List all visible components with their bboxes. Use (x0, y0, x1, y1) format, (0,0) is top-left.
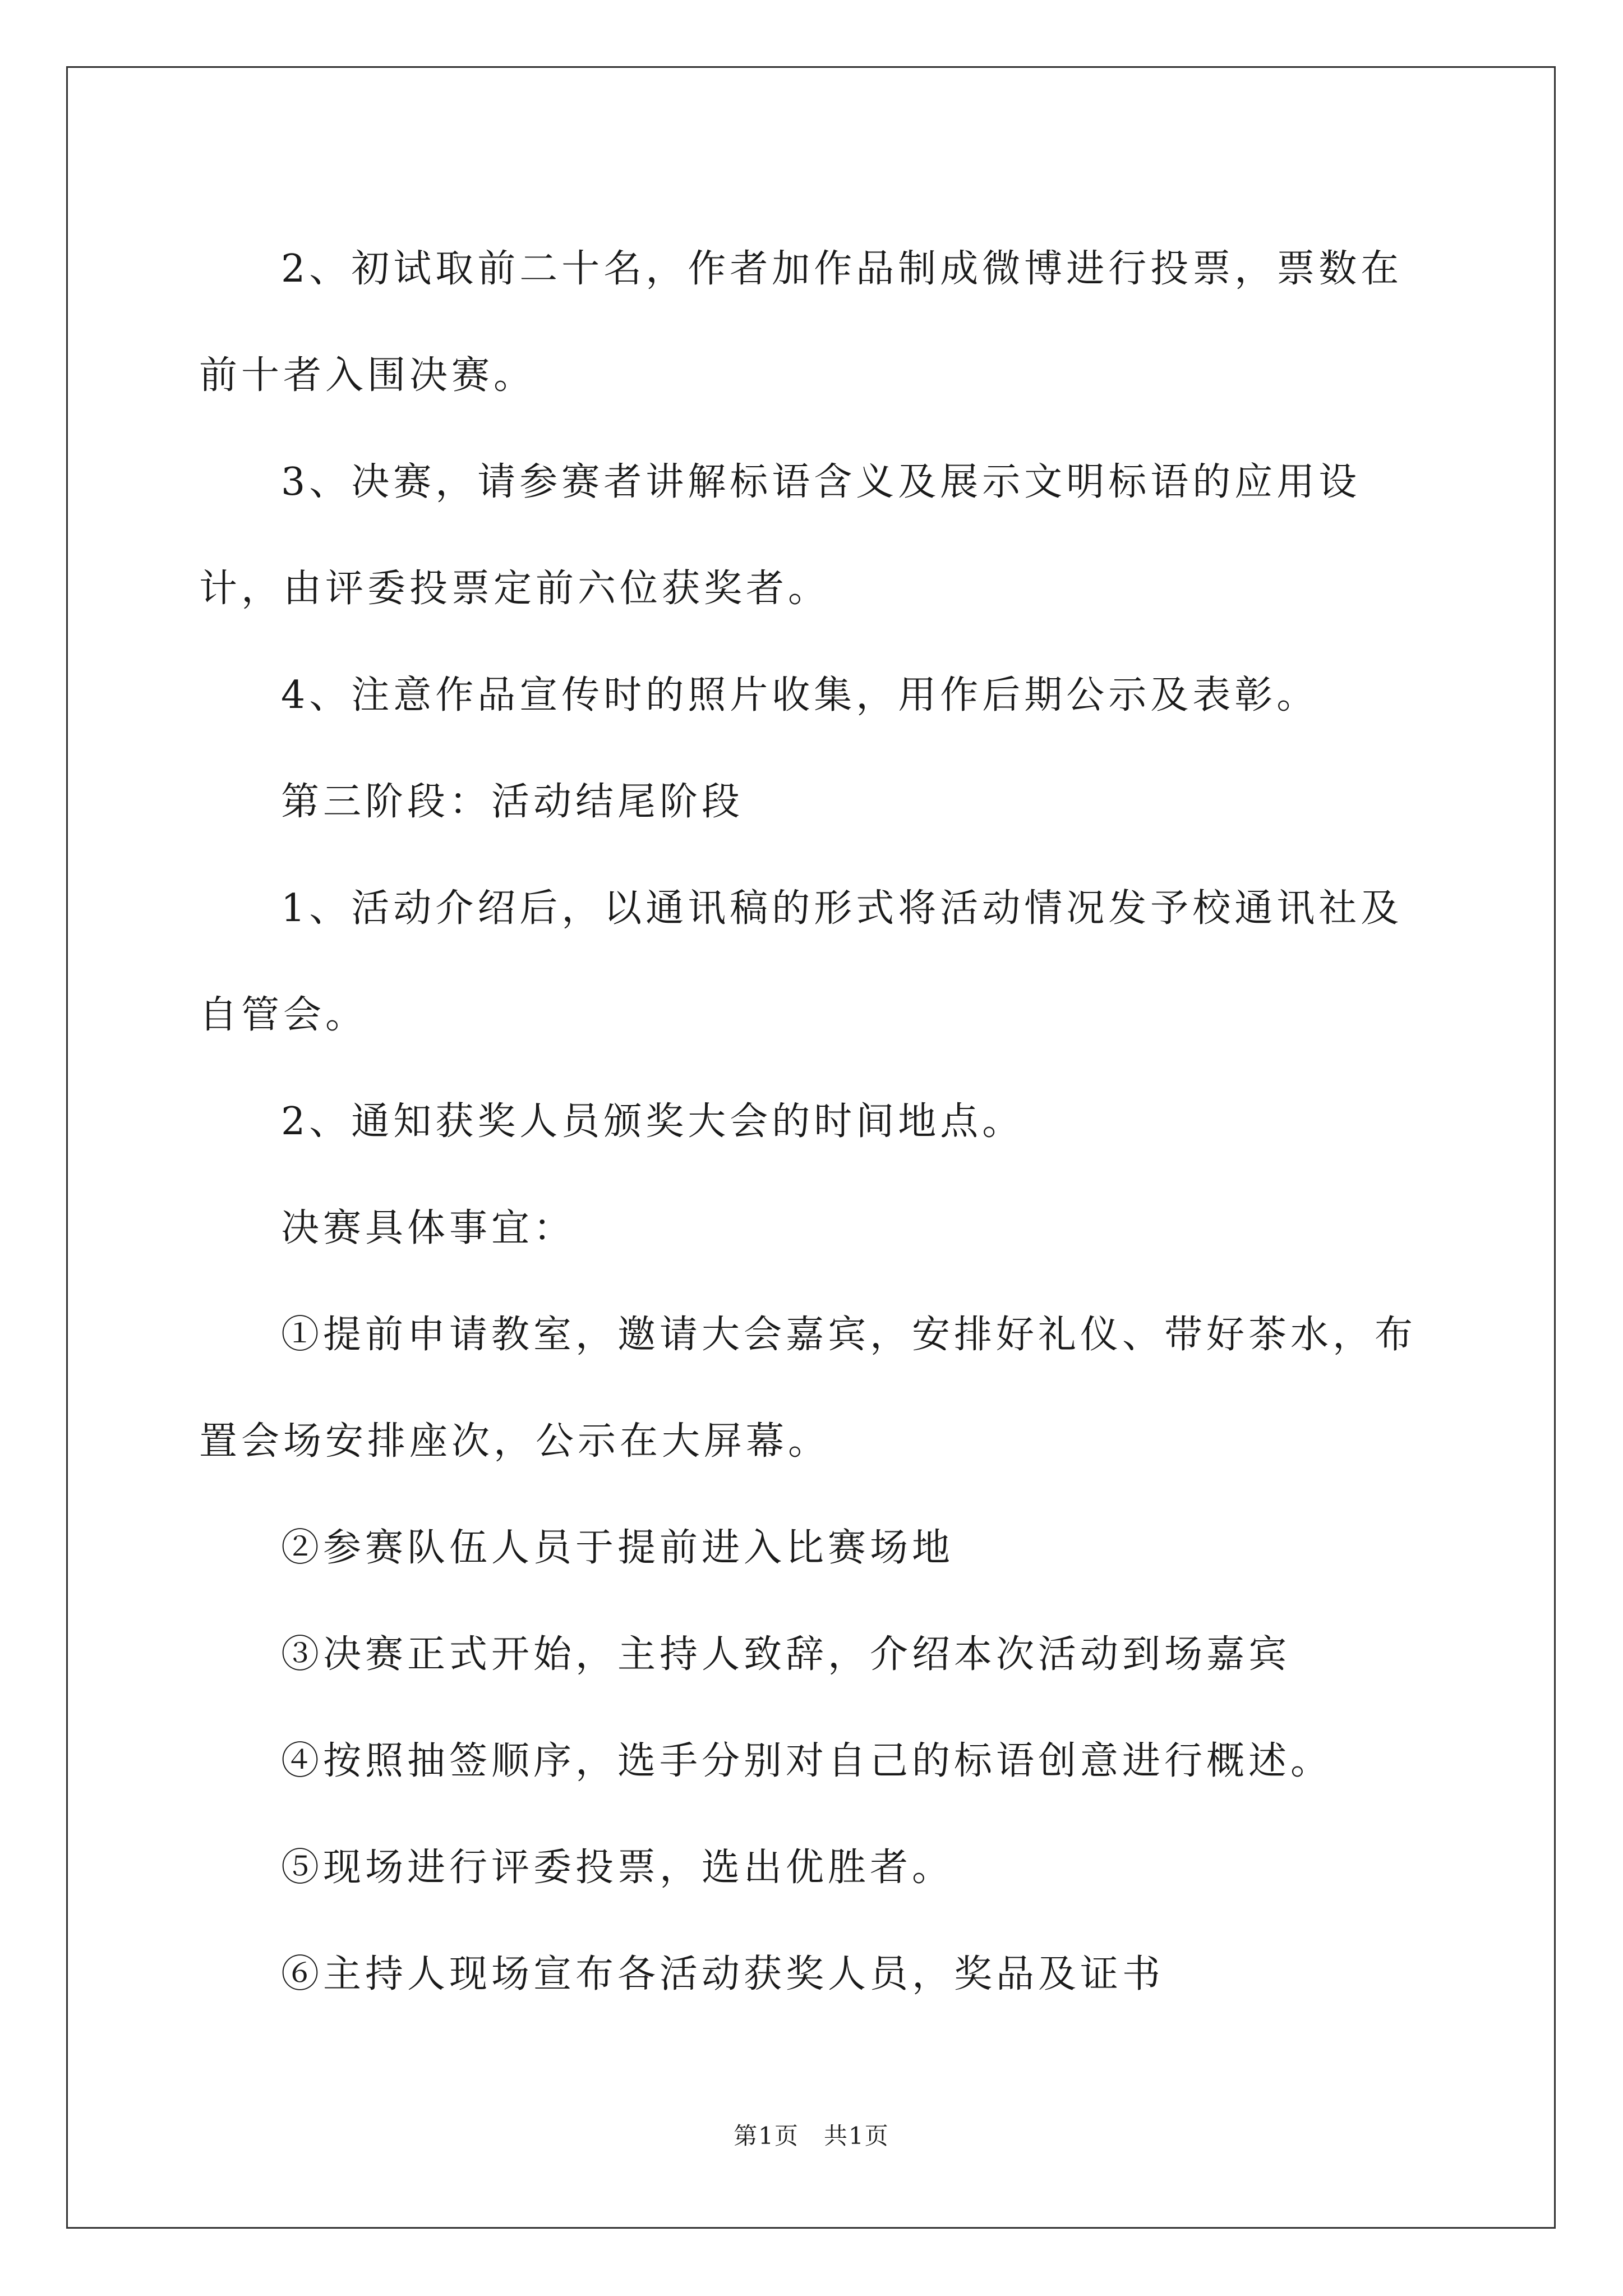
list-item: ②参赛队伍人员于提前进入比赛场地 (281, 1526, 955, 1570)
paragraph: 2、通知获奖人员颁奖大会的时间地点。 (281, 1099, 1025, 1144)
list-item: ③决赛正式开始，主持人致辞，介绍本次活动到场嘉宾 (281, 1632, 1291, 1677)
paragraph: 4、注意作品宣传时的照片收集，用作后期公示及表彰。 (281, 673, 1319, 717)
document-body (199, 216, 1433, 2028)
list-item: ⑤现场进行评委投票，选出优胜者。 (281, 1846, 955, 1890)
paragraph: 3、决赛，请参赛者讲解标语含义及展示文明标语的应用设计，由评委投票定前六位获奖者。 (199, 460, 1361, 611)
list-item: ④按照抽签顺序，选手分别对自己的标语创意进行概述。 (281, 1739, 1333, 1783)
section-heading: 第三阶段：活动结尾阶段 (281, 780, 744, 824)
list-item: ①提前申请教室，邀请大会嘉宾，安排好礼仪、带好茶水，布置会场安排座次，公示在大屏幕。 (199, 1313, 1417, 1464)
list-item: ⑥主持人现场宣布各活动获奖人员，奖品及证书 (281, 1952, 1165, 1996)
paragraph: 1、活动介绍后，以通讯稿的形式将活动情况发予校通讯社及自管会。 (199, 886, 1403, 1037)
section-heading: 决赛具体事宜： (281, 1206, 576, 1250)
page-footer: 第1页 共1页 (734, 2122, 889, 2150)
paragraph: 2、初试取前二十名，作者加作品制成微博进行投票，票数在前十者入围决赛。 (199, 247, 1403, 398)
